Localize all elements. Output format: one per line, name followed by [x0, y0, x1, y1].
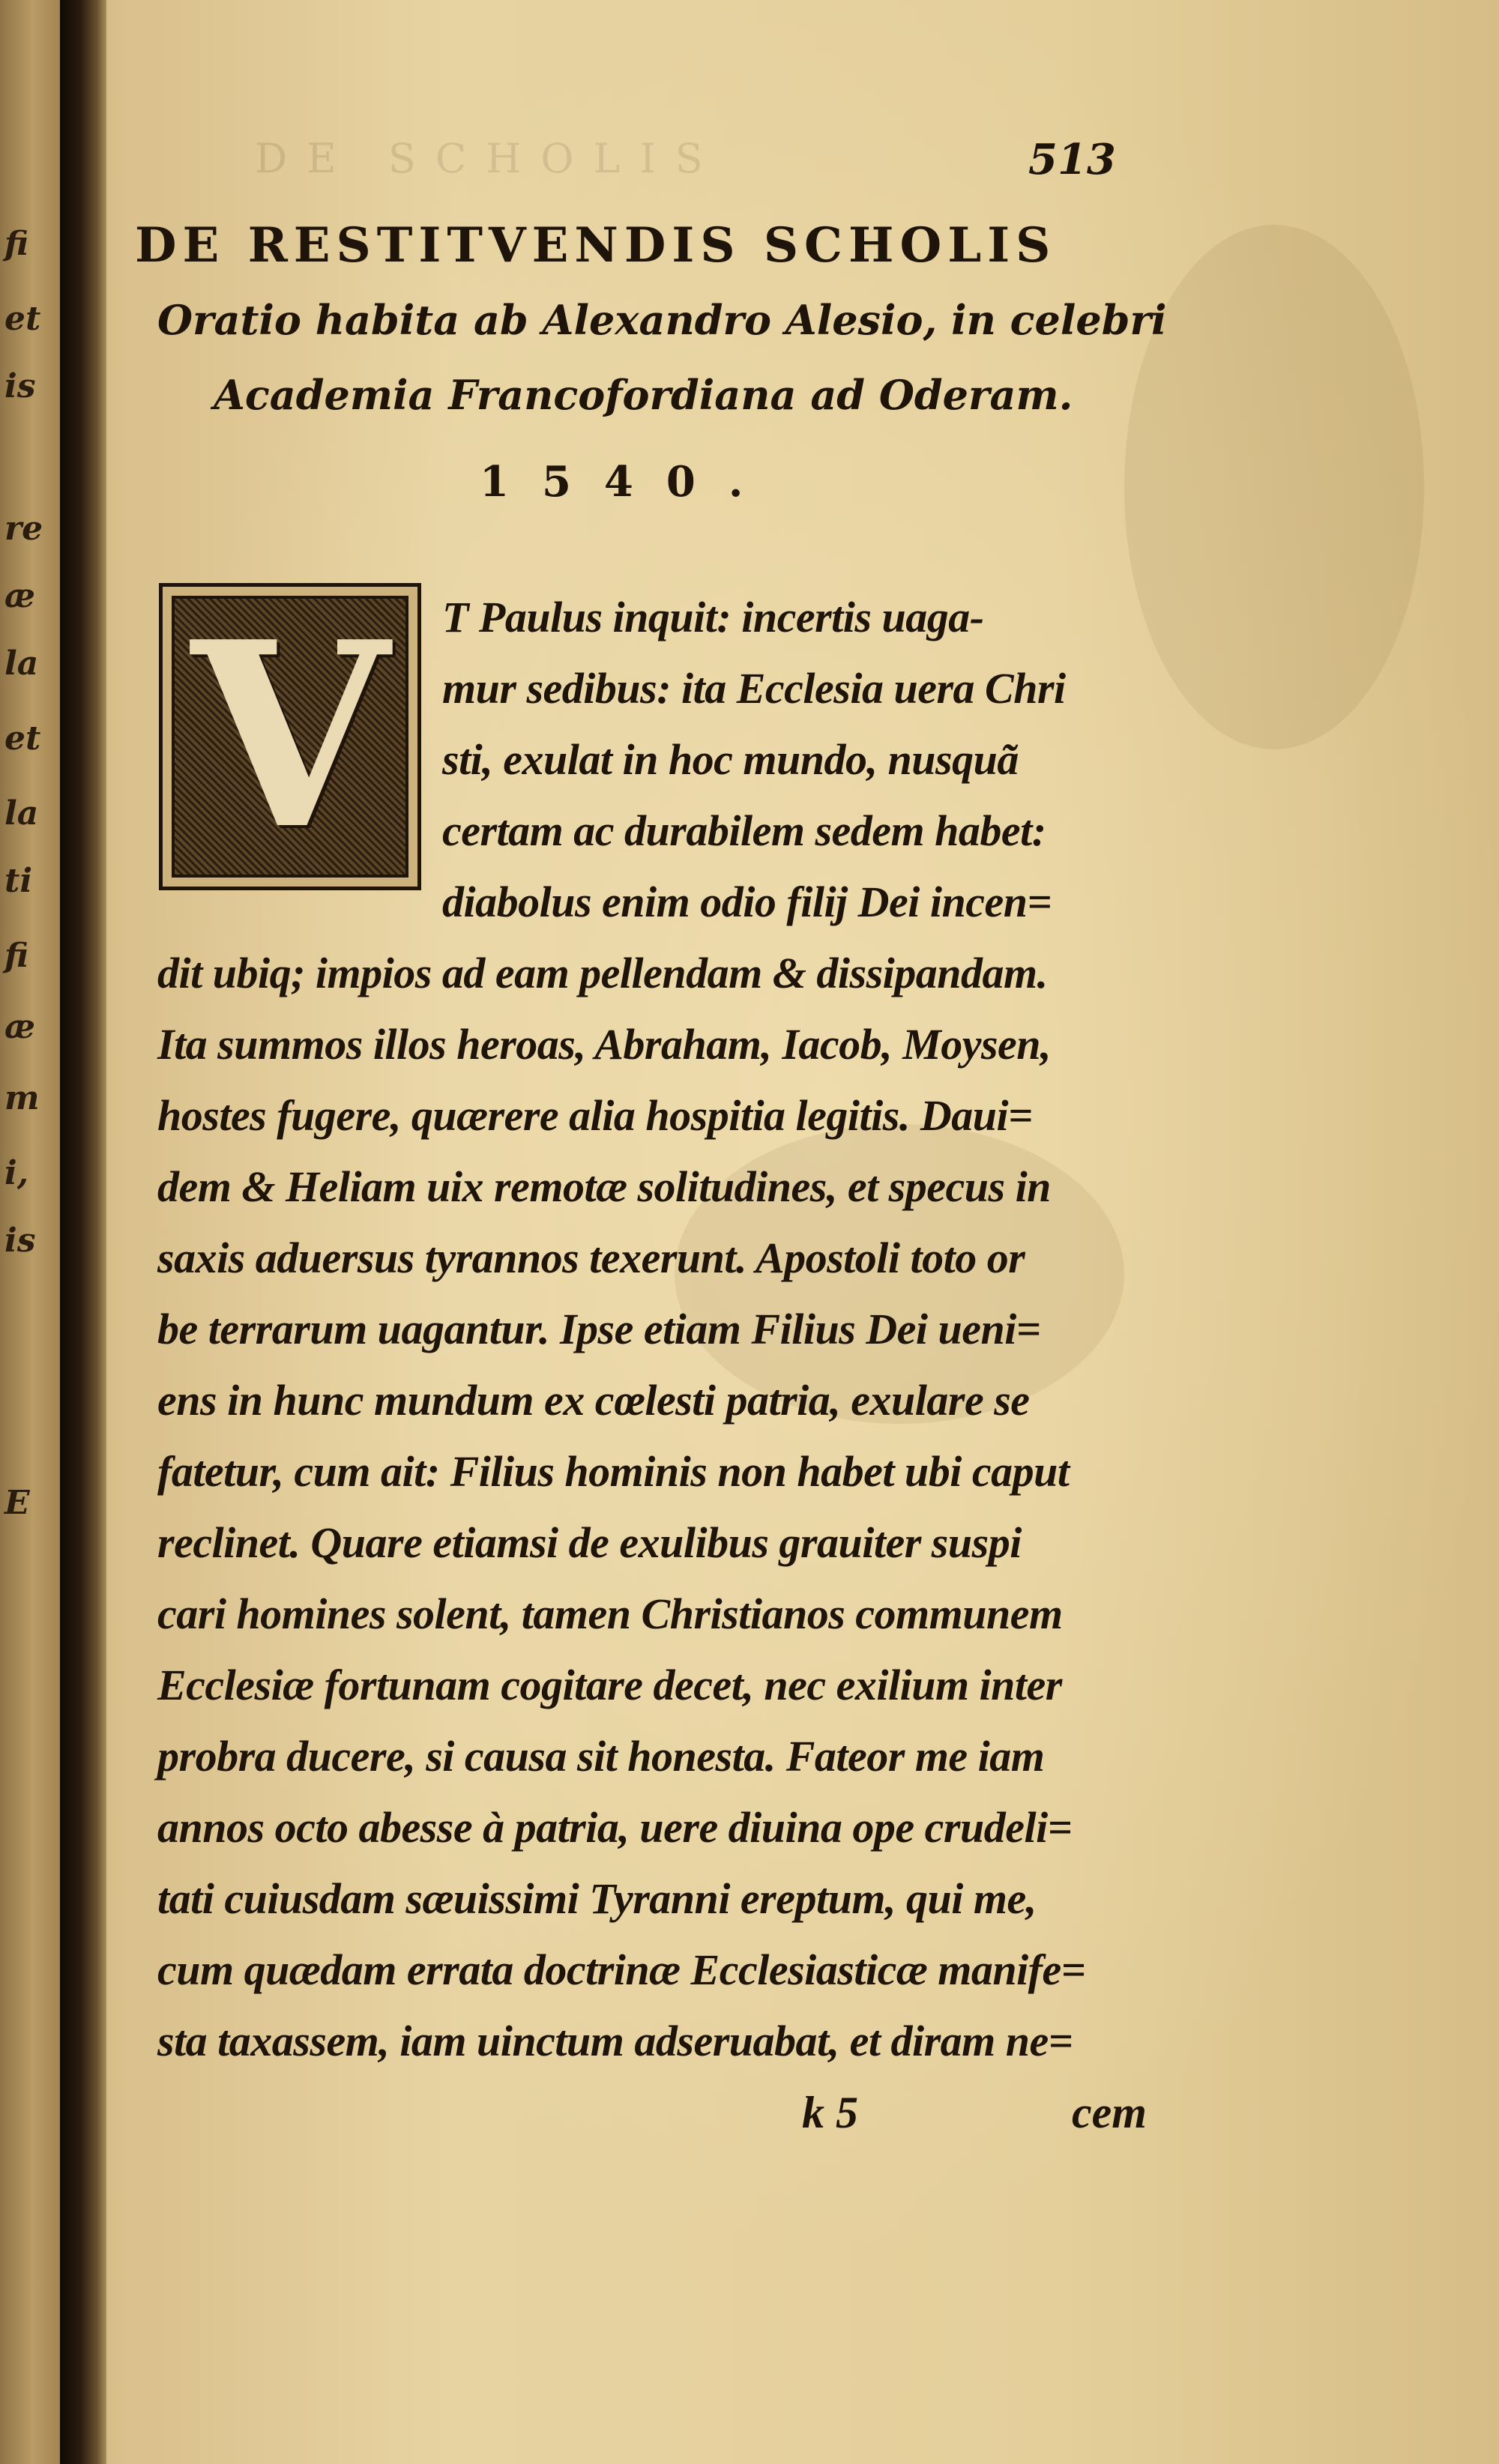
- left-fragment: æ: [4, 1008, 35, 1046]
- body-line: sti, exulat in hoc mundo, nusquã: [442, 735, 1019, 784]
- body-line: Ita summos illos heroas, Abraham, Iacob, Moysen,: [157, 1020, 1052, 1069]
- left-fragment: fi: [4, 937, 28, 975]
- body-line: sta taxassem, iam uinctum adseruabat, et diram ne=: [157, 2017, 1073, 2065]
- left-fragment: i,: [4, 1154, 29, 1192]
- left-page-fragments: [0, 0, 60, 2464]
- initial-letter: V: [191, 587, 389, 886]
- subtitle-line-2: Academia Francofordiana ad Oderam.: [214, 371, 1073, 419]
- body-line: tati cuiusdam sæuissimi Tyranni ereptum, qui me,: [157, 1874, 1037, 1923]
- year-line: 1540.: [480, 457, 776, 507]
- body-line: Ecclesiæ fortunam cogitare decet, nec exilium inter: [157, 1661, 1062, 1709]
- book-gutter: [60, 0, 106, 2464]
- left-fragment: re: [4, 510, 43, 548]
- oration-title: DE RESTITVENDIS SCHOLIS: [135, 217, 1057, 274]
- body-line: certam ac durabilem sedem habet:: [442, 806, 1046, 855]
- left-fragment: E: [4, 1484, 30, 1522]
- subtitle-line-1: Oratio habita ab Alexandro Alesio, in celebri: [157, 296, 1167, 344]
- left-fragment: æ: [4, 577, 35, 615]
- signature-mark: k 5: [802, 2088, 858, 2137]
- body-line: dem & Heliam uix remotæ solitudines, et specus in: [157, 1162, 1051, 1211]
- left-fragment: fi: [4, 225, 28, 263]
- decorated-initial: [159, 583, 421, 890]
- body-line: cum quædam errata doctrinæ Ecclesiasticæ manife=: [157, 1945, 1086, 1994]
- body-line: probra ducere, si causa sit honesta. Fateor me iam: [157, 1732, 1045, 1781]
- body-line: saxis aduersus tyrannos texerunt. Apostoli toto or: [157, 1233, 1025, 1282]
- left-fragment: is: [4, 1222, 36, 1260]
- page-number: 513: [1028, 135, 1116, 184]
- left-fragment: la: [4, 644, 39, 683]
- body-line: ens in hunc mundum ex cœlesti patria, exulare se: [157, 1376, 1030, 1425]
- catchword: cem: [1072, 2088, 1147, 2137]
- body-line: diabolus enim odio filij Dei incen=: [442, 878, 1052, 926]
- body-line: reclinet. Quare etiamsi de exulibus grauiter suspi: [157, 1518, 1022, 1567]
- body-line: cari homines solent, tamen Christianos communem: [157, 1589, 1063, 1638]
- left-fragment: la: [4, 794, 39, 833]
- body-line: mur sedibus: ita Ecclesia uera Chri: [442, 664, 1066, 713]
- left-fragment: m: [4, 1079, 40, 1117]
- bleed-through-heading: DE SCHOLIS: [255, 135, 723, 182]
- left-fragment: ti: [4, 862, 33, 900]
- body-line: fatetur, cum ait: Filius hominis non habet ubi caput: [157, 1447, 1070, 1496]
- paper-stain: [1124, 225, 1424, 749]
- left-fragment: et: [4, 719, 41, 758]
- left-fragment: is: [4, 367, 36, 405]
- body-line: be terrarum uagantur. Ipse etiam Filius Dei ueni=: [157, 1305, 1041, 1353]
- body-line: annos octo abesse à patria, uere diuina ope crudeli=: [157, 1803, 1073, 1852]
- body-line: hostes fugere, quærere alia hospitia legitis. Daui=: [157, 1091, 1033, 1140]
- body-line: T Paulus inquit: incertis uaga-: [442, 593, 984, 641]
- body-line: dit ubiq; impios ad eam pellendam & dissipandam.: [157, 949, 1048, 997]
- left-fragment: et: [4, 300, 41, 338]
